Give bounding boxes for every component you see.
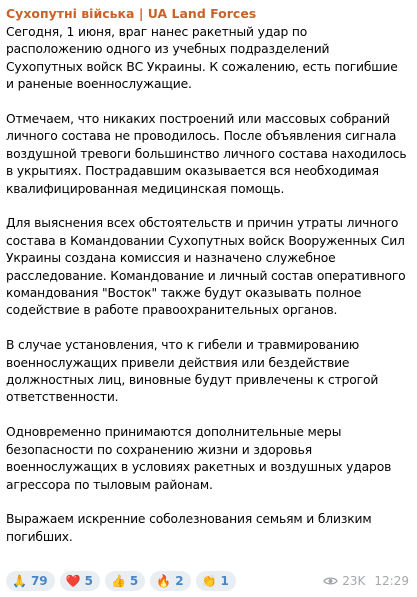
post-footer: [6, 570, 409, 592]
clapping-hands-icon: 👏: [201, 574, 217, 588]
views-count: 23K: [342, 574, 366, 588]
reaction-count: 1: [220, 574, 229, 588]
reaction-count: 5: [129, 574, 139, 588]
post-paragraph-1: Сегодня, 1 июня, враг нанес ракетный удар по расположению одного из учебных подразделений Сухопутных войск ВС Украины. К сожалению, есть погибшие и раненые военнослужащие.: [6, 25, 398, 92]
post-text: [6, 24, 407, 546]
post-paragraph-2: Отмечаем, что никаких построений или массовых собраний личного состава не проводилось. После объявления сигнала воздушной тревоги большинство личного состава находилось в укрытиях. Пострадавшим оказывается вся необходимая квалифицированная медицинская помощь.: [6, 112, 407, 196]
reaction-thumbs-up[interactable]: [105, 571, 145, 591]
channel-name[interactable]: Сухопутні війська | UA Land Forces: [6, 6, 257, 21]
fire-icon: 🔥: [156, 574, 172, 588]
post-paragraph-6: Выражаем искренние соболезнования семьям и близким погибших.: [6, 512, 372, 544]
post-paragraph-4: В случае установления, что к гибели и травмированию военнослужащих привели действия или бездействие должностных лиц, виновные будут привлечены к строгой ответственности.: [6, 338, 379, 405]
eye-icon: [323, 576, 338, 586]
post-meta: [323, 574, 409, 588]
reaction-heart[interactable]: [60, 571, 100, 591]
reaction-count: 5: [84, 574, 93, 588]
thumbs-up-icon: 👍: [110, 574, 126, 588]
reaction-praying-hands[interactable]: [6, 571, 55, 591]
heart-icon: ❤️: [65, 574, 81, 588]
reaction-clapping-hands[interactable]: [196, 571, 236, 591]
post-time: 12:29: [374, 574, 409, 588]
reaction-fire[interactable]: [150, 571, 190, 591]
post-paragraph-5: Одновременно принимаются дополнительные меры безопасности по сохранению жизни и здоровья военнослужащих в условиях ракетных и воздушных ударов агрессора по тыловым районам.: [6, 425, 392, 492]
reaction-count: 2: [175, 574, 184, 588]
reaction-count: 79: [30, 574, 48, 588]
reactions-bar: [6, 571, 236, 591]
praying-hands-icon: 🙏: [12, 574, 27, 588]
post-paragraph-3: Для выяснения всех обстоятельств и причин утраты личного состава в Командовании Сухопутных войск Вооруженных Сил Украины создана комиссия и назначено служебное расследование. Командование и личный состав оперативного командования "Восток" также будут оказывать полное содействие в работе правоохранительных органов.: [6, 216, 406, 318]
